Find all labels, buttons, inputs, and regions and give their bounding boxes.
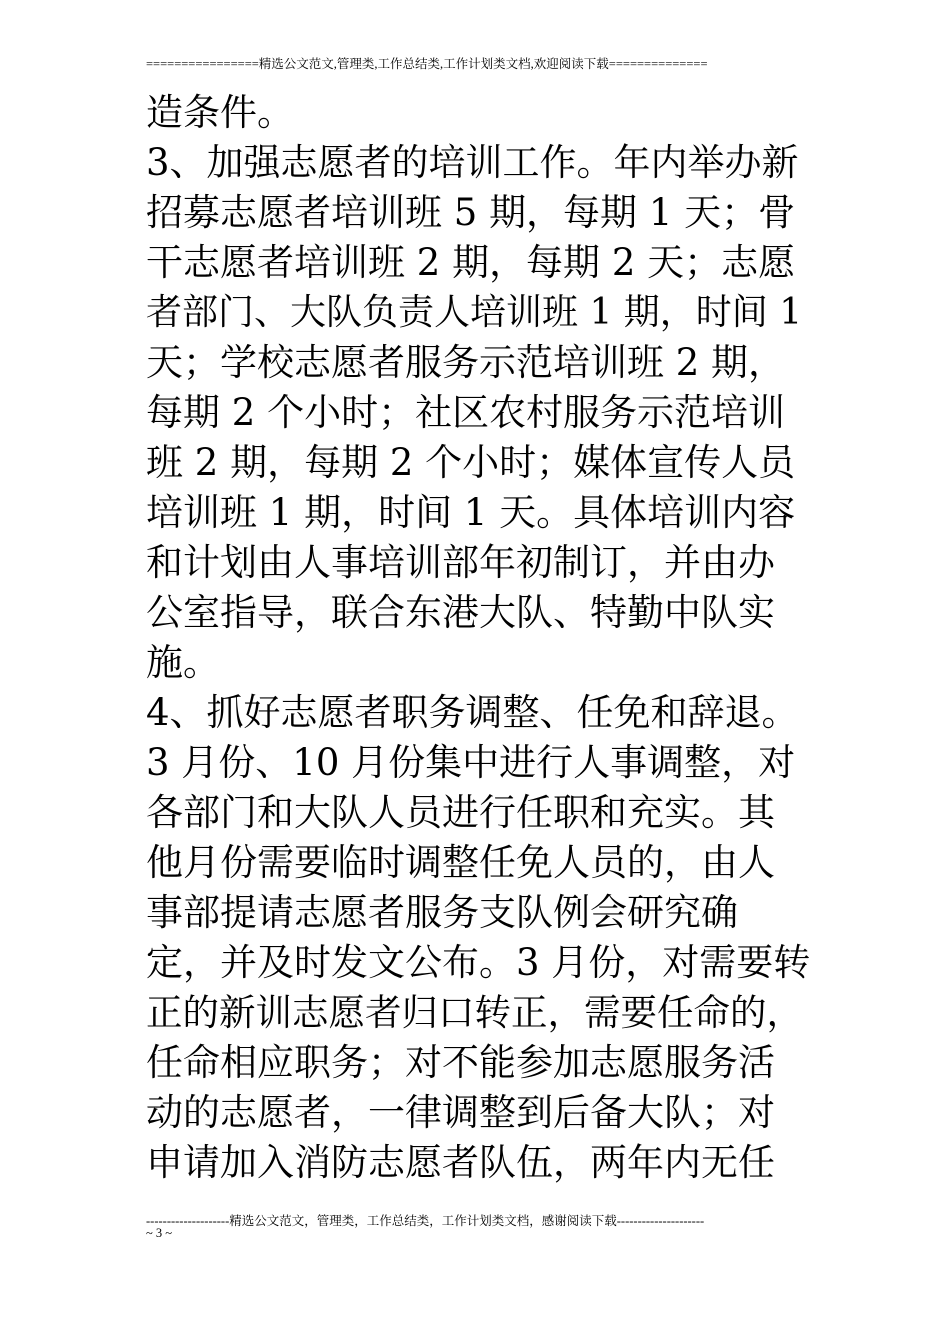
text-line: 施。: [146, 641, 220, 684]
text-line: 天；学校志愿者服务示范培训班 2 期，: [146, 341, 786, 384]
text-line: 培训班 1 期，时间 1 天。具体培训内容: [146, 491, 796, 534]
text-line: 造条件。: [146, 91, 294, 134]
text-line: 事部提请志愿者服务支队例会研究确: [146, 891, 738, 934]
text-line: 申请加入消防志愿者队伍，两年内无任: [146, 1141, 775, 1184]
text-line: 招募志愿者培训班 5 期，每期 1 天；骨: [146, 191, 796, 234]
page-footer: --------------------精选公文范文，管理类，工作总结类，工作计划类文档，感谢阅读下载---------------------: [146, 1214, 705, 1228]
page-number: ~ 3 ~: [146, 1226, 173, 1240]
text-line: 4、抓好志愿者职务调整、任免和辞退。: [146, 691, 799, 734]
text-line: 公室指导，联合东港大队、特勤中队实: [146, 591, 775, 634]
text-line: 任命相应职务；对不能参加志愿服务活: [146, 1041, 775, 1084]
text-line: 3 月份、10 月份集中进行人事调整，对: [146, 741, 796, 784]
page-header: ================精选公文范文,管理类,工作总结类,工作计划类文档,欢迎阅读下载==============: [146, 57, 708, 71]
text-line: 他月份需要临时调整任免人员的，由人: [146, 841, 775, 884]
text-line: 动的志愿者，一律调整到后备大队；对: [146, 1091, 775, 1134]
text-line: 正的新训志愿者归口转正，需要任命的，: [146, 991, 803, 1034]
text-line: 干志愿者培训班 2 期，每期 2 天；志愿: [146, 241, 796, 284]
text-line: 定，并及时发文公布。3 月份，对需要转: [146, 941, 811, 984]
body-text: [146, 88, 810, 1188]
text-line: 班 2 期，每期 2 个小时；媒体宣传人员: [146, 441, 796, 484]
text-line: 和计划由人事培训部年初制订，并由办: [146, 541, 775, 584]
text-line: 3、加强志愿者的培训工作。年内举办新: [146, 141, 799, 184]
text-line: 各部门和大队人员进行任职和充实。其: [146, 791, 775, 834]
text-line: 每期 2 个小时；社区农村服务示范培训: [146, 391, 786, 434]
text-line: 者部门、大队负责人培训班 1 期，时间 1: [146, 292, 803, 333]
